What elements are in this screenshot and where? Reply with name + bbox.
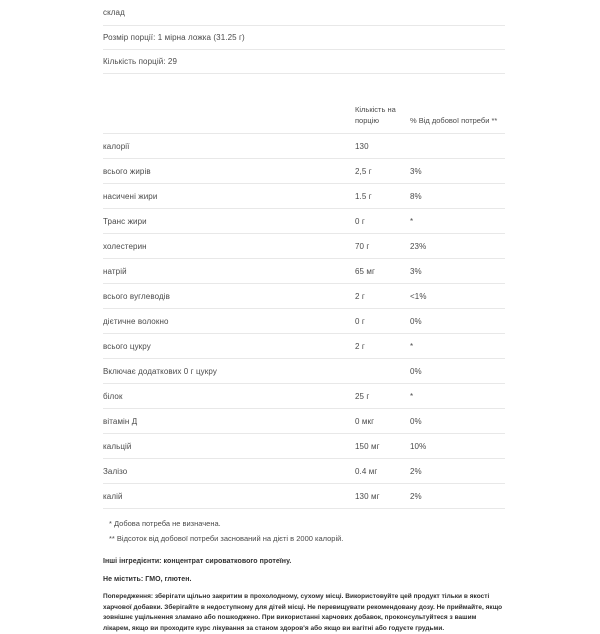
footnotes-block (103, 509, 505, 544)
column-header-daily-value: % Від добової потреби ** (410, 74, 505, 134)
nutrient-daily-value: 0% (410, 359, 505, 384)
nutrient-name: всього цукру (103, 334, 355, 359)
nutrient-amount: 0 мкг (355, 409, 410, 434)
nutrient-amount: 65 мг (355, 259, 410, 284)
nutrient-daily-value: <1% (410, 284, 505, 309)
nutrient-daily-value: 23% (410, 234, 505, 259)
nutrient-name: кальцій (103, 434, 355, 459)
nutrient-name: холестерин (103, 234, 355, 259)
nutrient-name: Включає додаткових 0 г цукру (103, 359, 355, 384)
nutrient-amount: 0.4 мг (355, 459, 410, 484)
table-row (103, 184, 505, 209)
nutrient-amount: 150 мг (355, 434, 410, 459)
table-row (103, 134, 505, 159)
other-ingredients: Інші інгредієнти: концентрат сироваткового протеїну. (103, 558, 292, 566)
nutrient-daily-value: 3% (410, 159, 505, 184)
nutrient-amount: 70 г (355, 234, 410, 259)
footnote-double-star: ** Відсоток від добової потреби заснований на дієті в 2000 калорій. (109, 533, 344, 543)
nutrition-table (103, 74, 505, 509)
table-row (103, 309, 505, 334)
section-title: склад (103, 0, 505, 26)
nutrient-amount: 0 г (355, 309, 410, 334)
nutrient-daily-value: 8% (410, 184, 505, 209)
nutrient-amount: 2 г (355, 284, 410, 309)
nutrient-name: калій (103, 484, 355, 509)
nutrient-daily-value: * (410, 209, 505, 234)
nutrient-daily-value: 2% (410, 484, 505, 509)
nutrient-amount: 130 (355, 134, 410, 159)
nutrient-daily-value: 10% (410, 434, 505, 459)
column-header-nutrient (103, 74, 355, 134)
nutrient-amount (355, 359, 410, 384)
nutrient-daily-value: 2% (410, 459, 505, 484)
table-row (103, 434, 505, 459)
table-row (103, 384, 505, 409)
nutrition-table-body (103, 134, 505, 509)
table-row (103, 259, 505, 284)
table-row (103, 484, 505, 509)
nutrient-daily-value (410, 134, 505, 159)
nutrient-name: всього вуглеводів (103, 284, 355, 309)
table-row (103, 409, 505, 434)
nutrient-name: Залізо (103, 459, 355, 484)
nutrient-name: насичені жири (103, 184, 355, 209)
nutrient-name: вітамін Д (103, 409, 355, 434)
nutrient-daily-value: 3% (410, 259, 505, 284)
nutrient-daily-value: 0% (410, 409, 505, 434)
nutrient-amount: 130 мг (355, 484, 410, 509)
nutrient-name: Транс жири (103, 209, 355, 234)
warning-text: Попередження: зберігати щільно закритим в прохолодному, сухому місці. Використовуйте цей продукт тільки в якості харчової добавки. Зберігайте в недоступному для дітей місці. Не перевищувати рекомендовану дозу. Не приймайте, якщо зовнішнє ущільнення зламано або пошкоджено. При використанні харчових добавок, проконсультуйтеся з вашим лікарем, якщо ви проходите курс лікування за станом здоров'я або якщо ви вагітні або годуєте грудьми. (103, 593, 503, 632)
spacer (103, 547, 505, 557)
table-row (103, 359, 505, 384)
nutrient-name: натрій (103, 259, 355, 284)
table-row (103, 209, 505, 234)
nutrient-amount: 2,5 г (355, 159, 410, 184)
table-header-row (103, 74, 505, 134)
nutrient-daily-value: * (410, 384, 505, 409)
nutrient-amount: 2 г (355, 334, 410, 359)
nutrient-name: дієтичне волокно (103, 309, 355, 334)
nutrient-name: всього жирів (103, 159, 355, 184)
nutrient-amount: 25 г (355, 384, 410, 409)
table-row (103, 284, 505, 309)
nutrition-facts-panel (103, 0, 505, 634)
servings-per-container-row: Кількість порцій: 29 (103, 50, 505, 74)
table-row (103, 234, 505, 259)
nutrient-amount: 0 г (355, 209, 410, 234)
nutrient-name: калорії (103, 134, 355, 159)
table-row (103, 159, 505, 184)
table-row (103, 459, 505, 484)
nutrient-daily-value: 0% (410, 309, 505, 334)
nutrient-amount: 1.5 г (355, 184, 410, 209)
nutrient-name: білок (103, 384, 355, 409)
nutrient-daily-value: * (410, 334, 505, 359)
serving-size-row: Розмір порції: 1 мірна ложка (31.25 г) (103, 26, 505, 50)
table-row (103, 334, 505, 359)
free-from-statement: Не містить: ГМО, глютен. (103, 575, 192, 583)
column-header-amount-per-serving: Кількість на порцію (355, 74, 410, 134)
footnote-single-star: * Добова потреба не визначена. (109, 519, 221, 528)
